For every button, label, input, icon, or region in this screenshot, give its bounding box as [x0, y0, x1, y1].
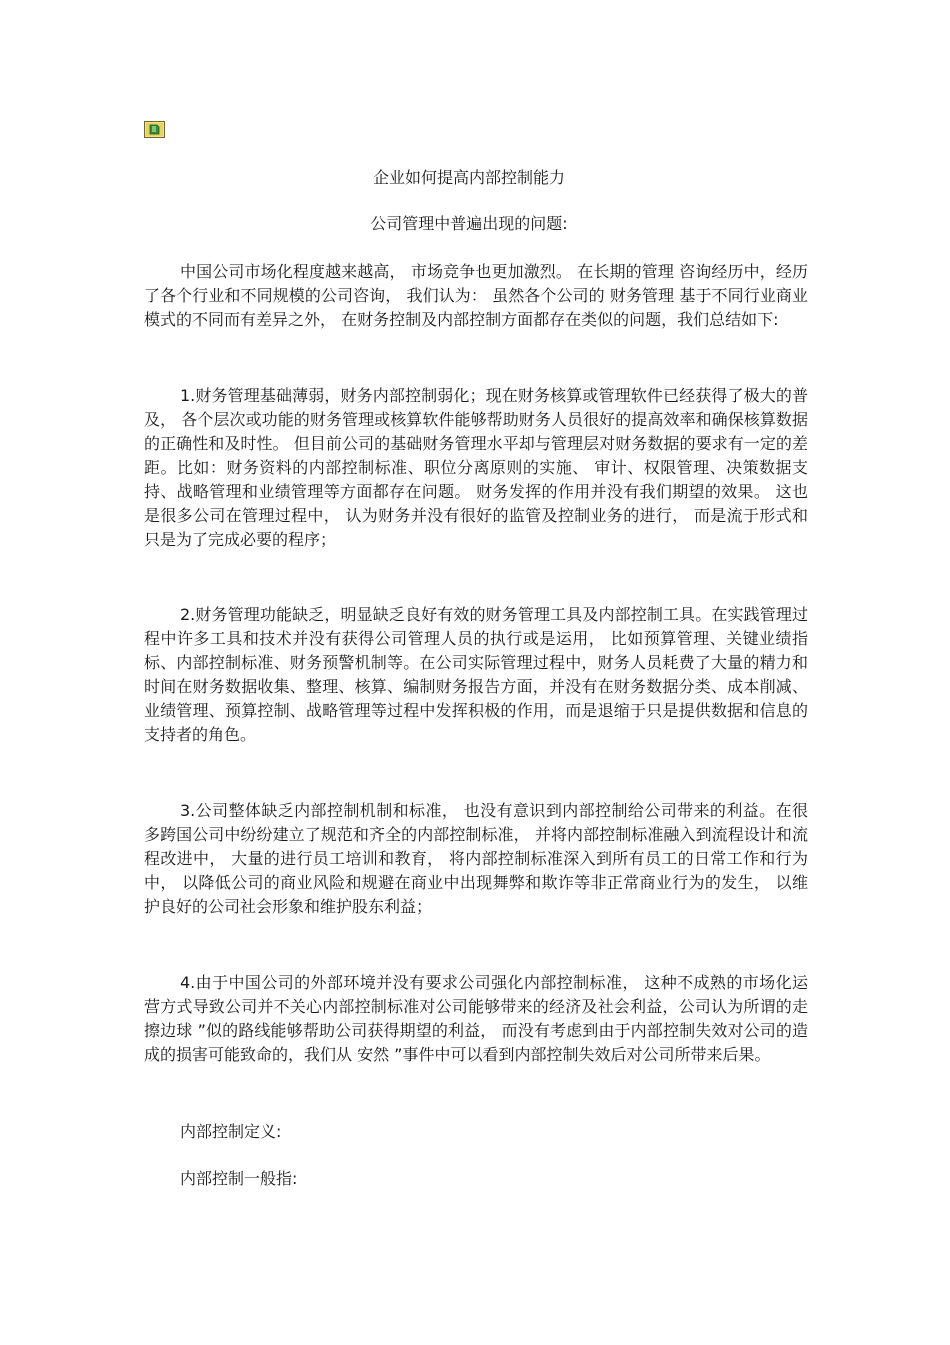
heading-general: 内部控制一般指: [180, 1169, 298, 1188]
document-title: 企业如何提高内部控制能力 [372, 168, 565, 187]
document-link-icon[interactable] [144, 121, 165, 138]
document-subtitle: 公司管理中普遍出现的问题: [370, 214, 568, 233]
paragraph-point-3: 3.公司整体缺乏内部控制机制和标准， 也没有意识到内部控制给公司带来的利益。在很多跨国公司中纷纷建立了规范和齐全的内部控制标准， 并将内部控制标准融入到流程设计和流程改进中， 大量的进行员工培训和教育， 将内部控制标准深入到所有员工的日常工作和行为中， 以降低公司的商业风险和规避在商业中出现舞弊和欺诈等非正常商业行为的发生， 以维护良好的公司社会形象和维护股东利益； [144, 801, 808, 916]
paragraph-point-4: 4.由于中国公司的外部环境并没有要求公司强化内部控制标准， 这种不成熟的市场化运营方式导致公司并不关心内部控制标准对公司能够带来的经济及社会利益，公司认为所谓的走 擦边球 ”似的路线能够帮助公司获得期望的利益， 而没有考虑到由于内部控制失效对公司的造成的损害可能致命的，我们从 安然 ”事件中可以看到内部控制失效后对公司所带来后果。 [144, 973, 808, 1064]
paragraph-point-2: 2.财务管理功能缺乏，明显缺乏良好有效的财务管理工具及内部控制工具。在实践管理过程中许多工具和技术并没有获得公司管理人员的执行或是运用， 比如预算管理、关键业绩指标、内部控制标准、财务预警机制等。在公司实际管理过程中，财务人员耗费了大量的精力和时间在财务数据收集、整理、核算、编制财务报告方面，并没有在财务数据分类、成本削减、业绩管理、预算控制、战略管理等过程中发挥积极的作用，而是退缩于只是提供数据和信息的支持者的角色。 [144, 605, 808, 744]
heading-definition: 内部控制定义: [180, 1122, 282, 1141]
paragraph-point-1: 1.财务管理基础薄弱，财务内部控制弱化；现在财务核算或管理软件已经获得了极大的普及， 各个层次或功能的财务管理或核算软件能够帮助财务人员很好的提高效率和确保核算数据的正确性和及时性。 但目前公司的基础财务管理水平却与管理层对财务数据的要求有一定的差距。比如：财务资料的内部控制标准、职位分离原则的实施、 审计、权限管理、决策数据支持、战略管理和业绩管理等方面都存在问题。 财务发挥的作用并没有我们期望的效果。 这也是很多公司在管理过程中， 认为财务并没有很好的监管及控制业务的进行， 而是流于形式和只是为了完成必要的程序； [144, 386, 808, 549]
paragraph-intro: 中国公司市场化程度越来越高， 市场竞争也更加激烈。 在长期的管理 咨询经历中，经历了各个行业和不同规模的公司咨询， 我们认为： 虽然各个公司的 财务管理 基于不同行业商业模式的不同而有差异之外， 在财务控制及内部控制方面都存在类似的问题，我们总结如下: [144, 262, 808, 329]
